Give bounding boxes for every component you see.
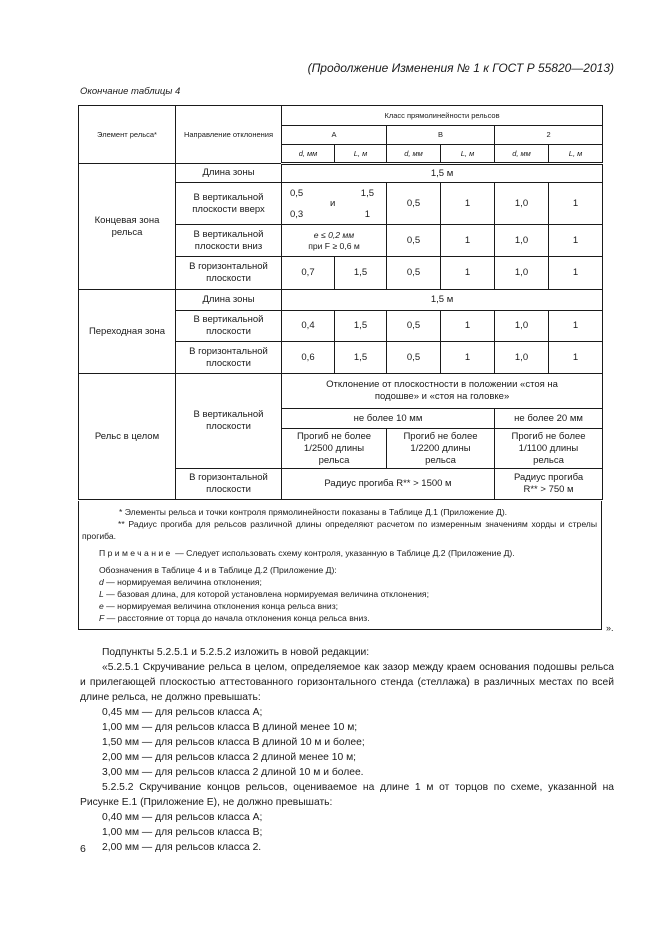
- legend-symbol: F: [99, 613, 105, 623]
- value-cell: 1: [549, 342, 603, 374]
- flatness-c: не более 20 мм: [495, 409, 603, 429]
- radius-ab: Радиус прогиба R** > 1500 м: [282, 469, 495, 500]
- legend-item: [79, 576, 601, 588]
- value-cell: 1: [441, 257, 495, 290]
- value-cell: 1,5: [335, 342, 387, 374]
- legend-text: — базовая длина, для которой установлена нормируемая величина отклонения;: [103, 589, 429, 599]
- value-cell: 1,0: [495, 183, 549, 225]
- paragraph-5-2-5-2: 5.2.5.2 Скручивание концов рельсов, оцениваемое на длине 1 м от торцов по схеме, указанной на Рисунке Е.1 (Приложение Е), не должно превышать:: [80, 782, 614, 808]
- table-caption: Окончание таблицы 4: [80, 86, 181, 97]
- legend-text: — нормируемая величина отклонения конца рельса вниз;: [103, 601, 339, 611]
- note-label: Примечание: [99, 548, 173, 558]
- header-sub: d, мм: [387, 145, 441, 164]
- value-line: при F ≥ 0,6 м: [308, 240, 360, 251]
- header-sub: d, мм: [495, 145, 549, 164]
- value-cell: 1: [549, 183, 603, 225]
- row-label-whole-rail: Рельс в целом: [79, 374, 176, 500]
- legend-text: — нормируемая величина отклонения;: [103, 577, 262, 587]
- value-cell: 1,0: [495, 225, 549, 257]
- radius-c: Радиус прогиба R** > 750 м: [495, 469, 603, 500]
- list-item: 0,40 мм — для рельсов класса А;: [102, 812, 263, 823]
- value-cell: 0,4: [282, 311, 335, 342]
- footnote-2: ** Радиус прогиба для рельсов различной длины определяют расчетом по измеренным значениям хорды и стрелы прогиба.: [82, 519, 597, 541]
- value-cell: 1: [441, 311, 495, 342]
- direction-cell: В горизонтальной плоскости: [176, 257, 282, 290]
- note: [79, 547, 601, 559]
- value-cell: 1,0: [495, 311, 549, 342]
- value-d2: 0,3: [290, 208, 304, 220]
- header-direction: Направление отклонения: [176, 106, 282, 164]
- header-sub: d, мм: [282, 145, 335, 164]
- paragraph-intro: Подпункты 5.2.5.1 и 5.2.5.2 изложить в новой редакции:: [102, 647, 370, 658]
- value-cell: 0,5: [387, 183, 441, 225]
- value-cell: 1: [441, 342, 495, 374]
- header-sub: L, м: [441, 145, 495, 164]
- direction-cell: В вертикальной плоскости вверх: [176, 183, 282, 225]
- direction-cell: Длина зоны: [176, 290, 282, 311]
- table-4: [78, 105, 603, 500]
- paragraph-5-2-5-1: «5.2.5.1 Скручивание рельса в целом, определяемое как зазор между краем основания подошвы рельса и прилегающей плоскостью аттестованного горизонтального стенда (стеллажа) в различных местах по всей длине рельса, не должно превышать:: [80, 662, 614, 703]
- legend-symbol: d: [99, 577, 104, 587]
- value-cell: 1,5 м: [282, 290, 603, 311]
- direction-cell: В горизонтальной плоскости: [176, 469, 282, 500]
- direction-cell: В вертикальной плоскости вниз: [176, 225, 282, 257]
- flatness-ab: не более 10 мм: [282, 409, 495, 429]
- legend-text: — расстояние от торца до начала отклонения конца рельса вниз.: [104, 613, 370, 623]
- header-class-group: Класс прямолинейности рельсов: [282, 106, 603, 126]
- quote-close: ».: [606, 623, 614, 633]
- running-header: (Продолжение Изменения № 1 к ГОСТ Р 55820—2013): [307, 61, 614, 75]
- footnote-1: * Элементы рельса и точки контроля прямолинейности показаны в Таблице Д.1 (Приложение Д).: [119, 507, 508, 517]
- value-cell-combined: [282, 183, 387, 225]
- legend-item: [79, 588, 601, 600]
- note-text: — Следует использовать схему контроля, указанную в Таблице Д.2 (Приложение Д).: [172, 548, 515, 558]
- value-cell-combined: [282, 225, 387, 257]
- direction-cell: В горизонтальной плоскости: [176, 342, 282, 374]
- value-cell: 0,6: [282, 342, 335, 374]
- value-l1: 1,5: [360, 187, 374, 199]
- direction-cell: В вертикальной плоскости: [176, 311, 282, 342]
- header-sub: L, м: [335, 145, 387, 164]
- conjunction: и: [330, 197, 336, 209]
- value-cell: 1,0: [495, 342, 549, 374]
- list-item: 3,00 мм — для рельсов класса 2 длиной 10 м и более.: [102, 767, 364, 778]
- table-notes: [78, 501, 602, 630]
- value-line: e ≤ 0,2 мм: [313, 229, 355, 240]
- value-cell: 0,5: [387, 342, 441, 374]
- sag-b: Прогиб не более 1/2200 длины рельса: [387, 429, 495, 469]
- value-cell: 0,7: [282, 257, 335, 290]
- value-cell: 1,5: [335, 311, 387, 342]
- value-cell: 1: [549, 311, 603, 342]
- legend-item: [79, 612, 601, 624]
- sag-a: Прогиб не более 1/2500 длины рельса: [282, 429, 387, 469]
- header-sub: L, м: [549, 145, 603, 164]
- flatness-cell: Отклонение от плоскостности в положении «стоя на подошве» и «стоя на головке»: [282, 374, 603, 409]
- legend-symbol: e: [99, 601, 104, 611]
- value-cell: 0,5: [387, 225, 441, 257]
- row-label-end-zone: Концевая зона рельса: [79, 164, 176, 290]
- value-cell: 1,5: [335, 257, 387, 290]
- direction-cell: Длина зоны: [176, 164, 282, 183]
- value-cell: 1: [549, 225, 603, 257]
- header-class-a: А: [282, 126, 387, 145]
- value-d1: 0,5: [290, 187, 304, 199]
- legend-symbol: L: [99, 589, 104, 599]
- legend-title: Обозначения в Таблице 4 и в Таблице Д.2 (Приложение Д):: [99, 565, 337, 575]
- header-class-2: 2: [495, 126, 603, 145]
- value-l2: 1: [364, 208, 370, 220]
- row-label-transition-zone: Переходная зона: [79, 290, 176, 374]
- list-item: 1,00 мм — для рельсов класса В;: [102, 827, 263, 838]
- value-cell: 1: [549, 257, 603, 290]
- direction-cell: В вертикальной плоскости: [176, 374, 282, 469]
- header-element: Элемент рельса*: [79, 106, 176, 164]
- list-item: 0,45 мм — для рельсов класса А;: [102, 707, 263, 718]
- value-cell: 1: [441, 225, 495, 257]
- value-cell: 1,5 м: [282, 164, 603, 183]
- sag-c: Прогиб не более 1/1100 длины рельса: [495, 429, 603, 469]
- header-class-b: В: [387, 126, 495, 145]
- list-item: 2,00 мм — для рельсов класса 2 длиной менее 10 м;: [102, 752, 357, 763]
- value-cell: 0,5: [387, 311, 441, 342]
- legend-item: [79, 600, 601, 612]
- list-item: 2,00 мм — для рельсов класса 2.: [102, 842, 262, 853]
- body-text: [80, 645, 614, 855]
- value-cell: 0,5: [387, 257, 441, 290]
- page-number: 6: [80, 843, 86, 855]
- list-item: 1,50 мм — для рельсов класса В длиной 10 м и более;: [102, 737, 365, 748]
- value-cell: 1: [441, 183, 495, 225]
- list-item: 1,00 мм — для рельсов класса В длиной менее 10 м;: [102, 722, 358, 733]
- value-cell: 1,0: [495, 257, 549, 290]
